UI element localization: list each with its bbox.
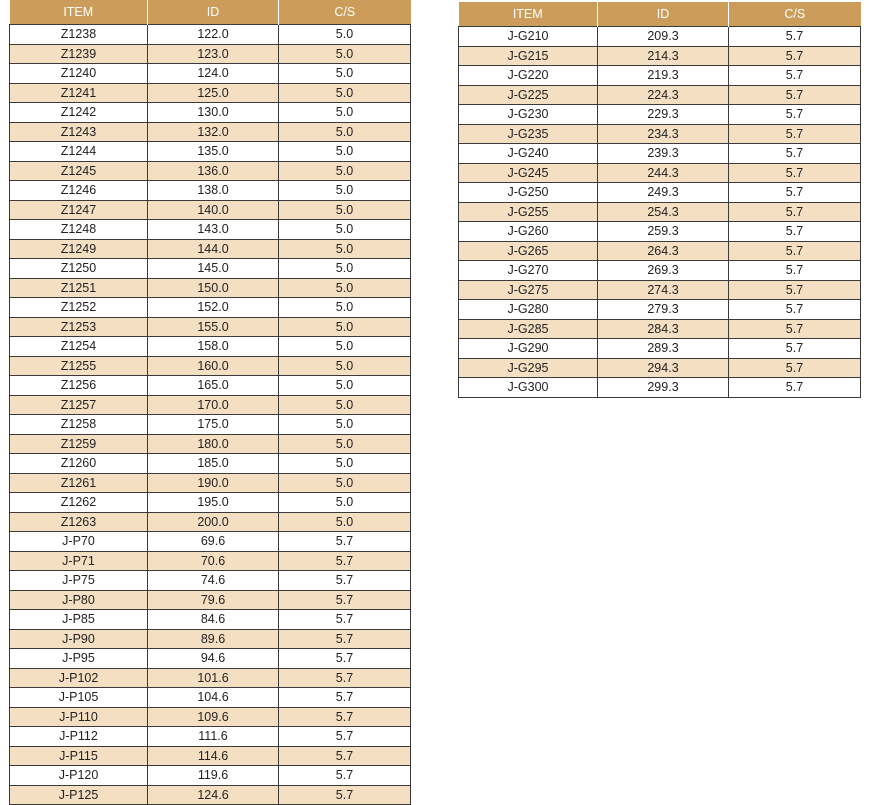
cell-item: Z1246 xyxy=(10,181,148,201)
cell-cs: 5.7 xyxy=(729,183,861,203)
table-row xyxy=(10,83,411,103)
cell-id: 143.0 xyxy=(148,220,279,240)
cell-item: J-G215 xyxy=(459,46,598,66)
table-row xyxy=(459,66,861,86)
cell-item: Z1258 xyxy=(10,415,148,435)
cell-id: 111.6 xyxy=(148,727,279,747)
cell-item: J-P112 xyxy=(10,727,148,747)
cell-item: J-G285 xyxy=(459,319,598,339)
cell-item: J-G265 xyxy=(459,241,598,261)
cell-cs: 5.7 xyxy=(279,610,411,630)
cell-cs: 5.0 xyxy=(279,83,411,103)
cell-id: 279.3 xyxy=(598,300,729,320)
cell-cs: 5.0 xyxy=(279,25,411,45)
cell-cs: 5.7 xyxy=(279,727,411,747)
cell-item: Z1263 xyxy=(10,512,148,532)
cell-cs: 5.7 xyxy=(729,46,861,66)
cell-id: 209.3 xyxy=(598,27,729,47)
cell-id: 140.0 xyxy=(148,200,279,220)
cell-cs: 5.7 xyxy=(279,629,411,649)
cell-item: Z1259 xyxy=(10,434,148,454)
table-row xyxy=(459,46,861,66)
table-row xyxy=(10,142,411,162)
cell-id: 294.3 xyxy=(598,358,729,378)
table-row xyxy=(459,222,861,242)
table-row xyxy=(10,551,411,571)
cell-cs: 5.7 xyxy=(729,66,861,86)
cell-item: J-P102 xyxy=(10,668,148,688)
cell-id: 244.3 xyxy=(598,163,729,183)
cell-cs: 5.7 xyxy=(729,339,861,359)
table-row xyxy=(459,339,861,359)
cell-id: 74.6 xyxy=(148,571,279,591)
table-row xyxy=(10,707,411,727)
cell-id: 122.0 xyxy=(148,25,279,45)
cell-item: J-G240 xyxy=(459,144,598,164)
cell-cs: 5.0 xyxy=(279,493,411,513)
cell-cs: 5.7 xyxy=(279,766,411,786)
cell-cs: 5.0 xyxy=(279,103,411,123)
table-row xyxy=(10,64,411,84)
cell-id: 130.0 xyxy=(148,103,279,123)
cell-cs: 5.0 xyxy=(279,122,411,142)
table-row xyxy=(459,378,861,398)
cell-item: J-G235 xyxy=(459,124,598,144)
table-row xyxy=(10,278,411,298)
table-row xyxy=(459,144,861,164)
cell-id: 229.3 xyxy=(598,105,729,125)
table-row xyxy=(459,358,861,378)
table-row xyxy=(10,44,411,64)
table-row xyxy=(10,629,411,649)
cell-cs: 5.0 xyxy=(279,44,411,64)
cell-item: Z1244 xyxy=(10,142,148,162)
table-row xyxy=(10,785,411,805)
table-row xyxy=(10,473,411,493)
cell-cs: 5.0 xyxy=(279,356,411,376)
cell-item: J-G255 xyxy=(459,202,598,222)
cell-id: 119.6 xyxy=(148,766,279,786)
table-row xyxy=(10,181,411,201)
table-row xyxy=(459,124,861,144)
cell-cs: 5.7 xyxy=(729,261,861,281)
cell-item: J-P85 xyxy=(10,610,148,630)
cell-cs: 5.7 xyxy=(729,27,861,47)
cell-item: J-G280 xyxy=(459,300,598,320)
cell-id: 114.6 xyxy=(148,746,279,766)
table-row xyxy=(10,415,411,435)
cell-item: Z1247 xyxy=(10,200,148,220)
cell-cs: 5.7 xyxy=(279,688,411,708)
table-row xyxy=(10,220,411,240)
cell-item: J-P70 xyxy=(10,532,148,552)
cell-cs: 5.0 xyxy=(279,278,411,298)
cell-item: Z1252 xyxy=(10,298,148,318)
cell-item: J-P125 xyxy=(10,785,148,805)
cell-cs: 5.7 xyxy=(729,144,861,164)
cell-id: 125.0 xyxy=(148,83,279,103)
cell-cs: 5.0 xyxy=(279,376,411,396)
cell-id: 136.0 xyxy=(148,161,279,181)
cell-item: J-G290 xyxy=(459,339,598,359)
cell-item: Z1242 xyxy=(10,103,148,123)
table-row xyxy=(459,27,861,47)
cell-id: 224.3 xyxy=(598,85,729,105)
cell-item: J-G250 xyxy=(459,183,598,203)
column-header-cs: C/S xyxy=(279,0,411,25)
cell-id: 274.3 xyxy=(598,280,729,300)
cell-item: Z1261 xyxy=(10,473,148,493)
cell-cs: 5.7 xyxy=(279,551,411,571)
cell-item: Z1262 xyxy=(10,493,148,513)
cell-id: 132.0 xyxy=(148,122,279,142)
cell-id: 289.3 xyxy=(598,339,729,359)
cell-id: 84.6 xyxy=(148,610,279,630)
cell-item: J-G220 xyxy=(459,66,598,86)
cell-cs: 5.0 xyxy=(279,298,411,318)
cell-id: 239.3 xyxy=(598,144,729,164)
table-row xyxy=(10,766,411,786)
table-right-header xyxy=(459,2,861,27)
cell-id: 158.0 xyxy=(148,337,279,357)
cell-id: 69.6 xyxy=(148,532,279,552)
table-row xyxy=(10,746,411,766)
cell-item: J-P75 xyxy=(10,571,148,591)
column-header-id: ID xyxy=(598,2,729,27)
column-header-item: ITEM xyxy=(459,2,598,27)
table-left-body xyxy=(10,25,411,805)
cell-id: 170.0 xyxy=(148,395,279,415)
cell-cs: 5.7 xyxy=(729,358,861,378)
cell-item: J-G225 xyxy=(459,85,598,105)
cell-item: J-P120 xyxy=(10,766,148,786)
cell-item: Z1249 xyxy=(10,239,148,259)
cell-cs: 5.0 xyxy=(279,64,411,84)
table-row xyxy=(10,649,411,669)
cell-id: 254.3 xyxy=(598,202,729,222)
cell-item: J-G275 xyxy=(459,280,598,300)
cell-cs: 5.7 xyxy=(729,163,861,183)
table-left xyxy=(9,0,411,805)
cell-cs: 5.7 xyxy=(279,785,411,805)
cell-id: 155.0 xyxy=(148,317,279,337)
cell-cs: 5.7 xyxy=(729,85,861,105)
cell-cs: 5.0 xyxy=(279,395,411,415)
cell-cs: 5.7 xyxy=(729,300,861,320)
cell-item: J-G300 xyxy=(459,378,598,398)
cell-id: 190.0 xyxy=(148,473,279,493)
table-row xyxy=(10,668,411,688)
table-row xyxy=(10,532,411,552)
table-row xyxy=(459,319,861,339)
cell-id: 138.0 xyxy=(148,181,279,201)
table-row xyxy=(10,25,411,45)
column-header-cs: C/S xyxy=(729,2,861,27)
cell-cs: 5.7 xyxy=(279,746,411,766)
cell-id: 200.0 xyxy=(148,512,279,532)
cell-cs: 5.7 xyxy=(279,668,411,688)
cell-id: 160.0 xyxy=(148,356,279,376)
column-header-item: ITEM xyxy=(10,0,148,25)
cell-id: 94.6 xyxy=(148,649,279,669)
table-right xyxy=(458,2,861,398)
table-row xyxy=(10,298,411,318)
cell-cs: 5.0 xyxy=(279,415,411,435)
cell-id: 180.0 xyxy=(148,434,279,454)
cell-item: J-P110 xyxy=(10,707,148,727)
table-row xyxy=(459,105,861,125)
cell-item: Z1243 xyxy=(10,122,148,142)
cell-item: Z1253 xyxy=(10,317,148,337)
cell-item: Z1239 xyxy=(10,44,148,64)
cell-id: 145.0 xyxy=(148,259,279,279)
table-right-body xyxy=(459,27,861,398)
cell-item: Z1254 xyxy=(10,337,148,357)
cell-item: Z1238 xyxy=(10,25,148,45)
cell-id: 123.0 xyxy=(148,44,279,64)
cell-cs: 5.7 xyxy=(729,241,861,261)
cell-item: Z1240 xyxy=(10,64,148,84)
cell-id: 135.0 xyxy=(148,142,279,162)
column-header-id: ID xyxy=(148,0,279,25)
table-row xyxy=(10,395,411,415)
table-row xyxy=(10,122,411,142)
cell-item: J-G245 xyxy=(459,163,598,183)
cell-id: 214.3 xyxy=(598,46,729,66)
cell-item: Z1256 xyxy=(10,376,148,396)
cell-cs: 5.7 xyxy=(729,202,861,222)
cell-id: 150.0 xyxy=(148,278,279,298)
table-row xyxy=(10,103,411,123)
cell-id: 165.0 xyxy=(148,376,279,396)
cell-item: J-P95 xyxy=(10,649,148,669)
table-row xyxy=(10,688,411,708)
table-row xyxy=(10,356,411,376)
cell-item: Z1257 xyxy=(10,395,148,415)
cell-item: Z1250 xyxy=(10,259,148,279)
cell-id: 104.6 xyxy=(148,688,279,708)
cell-id: 269.3 xyxy=(598,261,729,281)
cell-item: Z1251 xyxy=(10,278,148,298)
cell-cs: 5.7 xyxy=(279,707,411,727)
cell-cs: 5.0 xyxy=(279,181,411,201)
cell-id: 79.6 xyxy=(148,590,279,610)
cell-cs: 5.7 xyxy=(279,532,411,552)
table-row xyxy=(459,183,861,203)
cell-id: 144.0 xyxy=(148,239,279,259)
cell-item: J-P115 xyxy=(10,746,148,766)
cell-cs: 5.7 xyxy=(279,649,411,669)
cell-cs: 5.7 xyxy=(279,590,411,610)
cell-item: Z1241 xyxy=(10,83,148,103)
cell-item: Z1245 xyxy=(10,161,148,181)
cell-cs: 5.0 xyxy=(279,317,411,337)
cell-cs: 5.7 xyxy=(279,571,411,591)
table-row xyxy=(10,376,411,396)
table-row xyxy=(10,493,411,513)
cell-cs: 5.7 xyxy=(729,319,861,339)
cell-id: 89.6 xyxy=(148,629,279,649)
cell-id: 219.3 xyxy=(598,66,729,86)
cell-cs: 5.7 xyxy=(729,222,861,242)
table-row xyxy=(10,454,411,474)
cell-id: 101.6 xyxy=(148,668,279,688)
cell-cs: 5.7 xyxy=(729,124,861,144)
cell-id: 249.3 xyxy=(598,183,729,203)
cell-cs: 5.0 xyxy=(279,337,411,357)
cell-cs: 5.0 xyxy=(279,239,411,259)
cell-cs: 5.0 xyxy=(279,259,411,279)
cell-cs: 5.0 xyxy=(279,161,411,181)
cell-item: J-G270 xyxy=(459,261,598,281)
table-row xyxy=(10,590,411,610)
table-row xyxy=(10,239,411,259)
cell-cs: 5.0 xyxy=(279,142,411,162)
cell-cs: 5.0 xyxy=(279,200,411,220)
cell-item: J-P90 xyxy=(10,629,148,649)
cell-id: 284.3 xyxy=(598,319,729,339)
cell-item: J-P105 xyxy=(10,688,148,708)
table-row xyxy=(10,727,411,747)
table-row xyxy=(10,571,411,591)
cell-cs: 5.7 xyxy=(729,378,861,398)
cell-id: 124.6 xyxy=(148,785,279,805)
cell-cs: 5.0 xyxy=(279,512,411,532)
cell-item: J-G260 xyxy=(459,222,598,242)
cell-cs: 5.0 xyxy=(279,473,411,493)
table-row xyxy=(459,261,861,281)
cell-id: 152.0 xyxy=(148,298,279,318)
cell-id: 175.0 xyxy=(148,415,279,435)
cell-cs: 5.0 xyxy=(279,434,411,454)
table-left-header xyxy=(10,0,411,25)
cell-id: 299.3 xyxy=(598,378,729,398)
table-row xyxy=(459,202,861,222)
table-row xyxy=(459,163,861,183)
cell-item: Z1248 xyxy=(10,220,148,240)
table-row xyxy=(10,434,411,454)
cell-id: 70.6 xyxy=(148,551,279,571)
cell-id: 109.6 xyxy=(148,707,279,727)
table-row xyxy=(10,200,411,220)
cell-item: J-G295 xyxy=(459,358,598,378)
cell-cs: 5.7 xyxy=(729,105,861,125)
cell-cs: 5.0 xyxy=(279,220,411,240)
cell-item: J-G210 xyxy=(459,27,598,47)
table-row xyxy=(10,317,411,337)
table-row xyxy=(459,85,861,105)
table-row xyxy=(10,259,411,279)
cell-item: J-P80 xyxy=(10,590,148,610)
cell-item: J-G230 xyxy=(459,105,598,125)
cell-id: 195.0 xyxy=(148,493,279,513)
table-row xyxy=(459,241,861,261)
table-row xyxy=(10,337,411,357)
cell-id: 124.0 xyxy=(148,64,279,84)
cell-cs: 5.7 xyxy=(729,280,861,300)
cell-item: Z1255 xyxy=(10,356,148,376)
table-row xyxy=(459,280,861,300)
cell-id: 234.3 xyxy=(598,124,729,144)
cell-id: 259.3 xyxy=(598,222,729,242)
table-row xyxy=(10,512,411,532)
cell-item: J-P71 xyxy=(10,551,148,571)
cell-item: Z1260 xyxy=(10,454,148,474)
cell-cs: 5.0 xyxy=(279,454,411,474)
table-row xyxy=(459,300,861,320)
cell-id: 185.0 xyxy=(148,454,279,474)
table-row xyxy=(10,161,411,181)
cell-id: 264.3 xyxy=(598,241,729,261)
table-row xyxy=(10,610,411,630)
